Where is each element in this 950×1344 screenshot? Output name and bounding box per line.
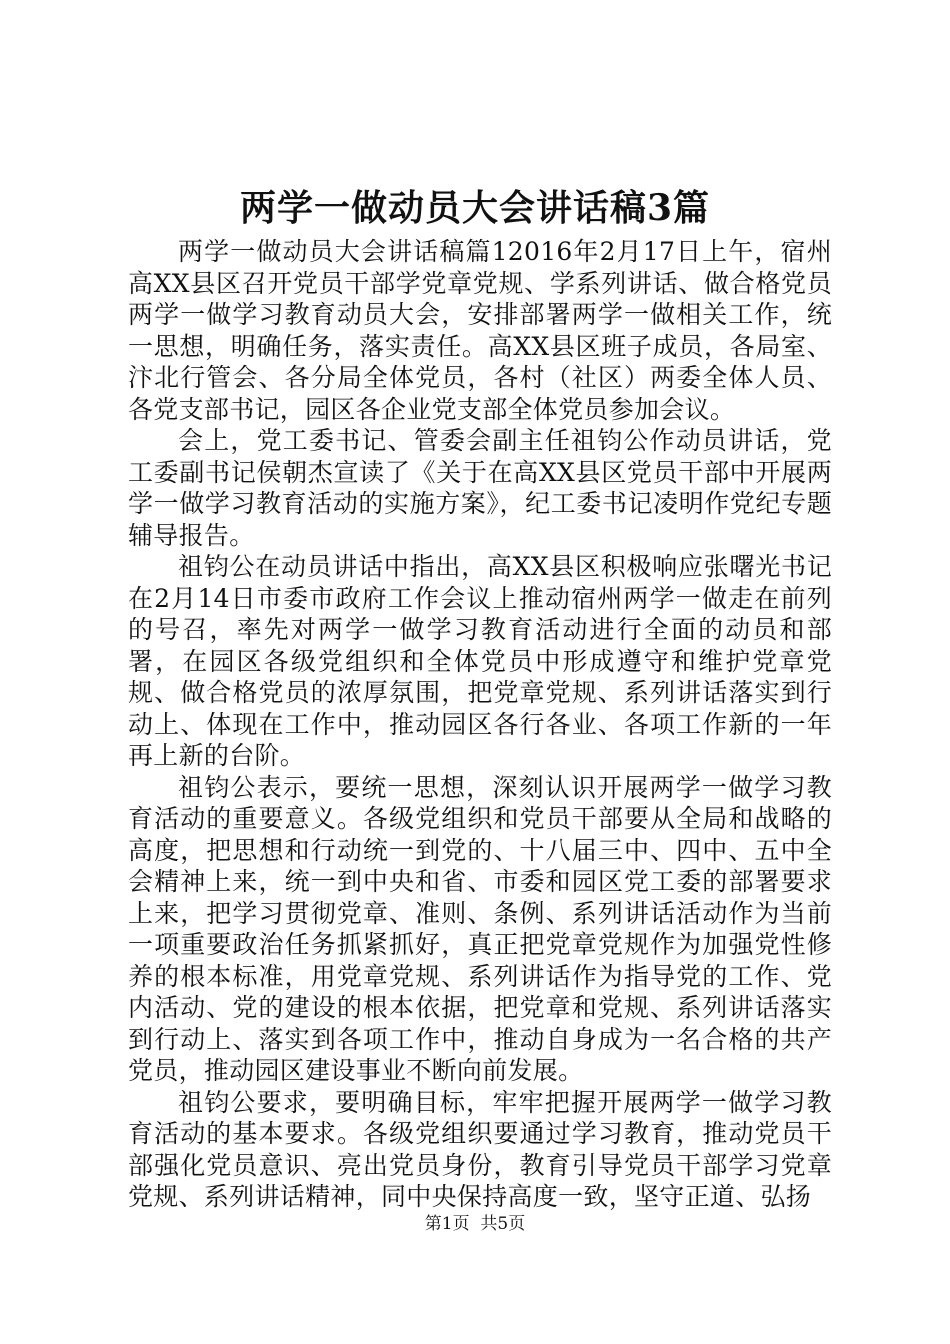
paragraph-2: 会上，党工委书记、管委会副主任祖钧公作动员讲话，党工委副书记侯朝杰宣读了《关于在高XX县区党员干部中开展两学一做学习教育活动的实施方案》，纪工委书记凌明作党纪专题辅导报告。 [128,426,832,550]
paragraph-1: 两学一做动员大会讲话稿篇12016年2月17日上午，宿州高XX县区召开党员干部学党章党规、学系列讲话、做合格党员两学一做学习教育动员大会，安排部署两学一做相关工作，统一思想，明确任务，落实责任。高XX县区班子成员，各局室、汴北行管会、各分局全体党员，各村（社区）两委全体人员、各党支部书记，园区各企业党支部全体党员参加会议。 [128,237,832,424]
paragraph-3: 祖钧公在动员讲话中指出，高XX县区积极响应张曙光书记在2月14日市委市政府工作会议上推动宿州两学一做走在前列的号召，率先对两学一做学习教育活动进行全面的动员和部署，在园区各级党组织和全体党员中形成遵守和维护党章党规、做合格党员的浓厚氛围，把党章党规、系列讲话落实到行动上、体现在工作中，推动园区各行各业、各项工作新的一年再上新的台阶。 [128,552,832,770]
document-title: 两学一做动员大会讲话稿3篇 [239,187,711,229]
page-number-footer: 第1页 共5页 [424,1214,526,1234]
paragraph-5: 祖钧公要求，要明确目标，牢牢把握开展两学一做学习教育活动的基本要求。各级党组织要通过学习教育，推动党员干部强化党员意识、亮出党员身份，教育引导党员干部学习党章党规、系列讲话精神，同中央保持高度一致，坚守正道、弘扬 [128,1087,832,1211]
document-body [128,236,832,1213]
paragraph-4: 祖钧公表示，要统一思想，深刻认识开展两学一做学习教育活动的重要意义。各级党组织和党员干部要从全局和战略的高度，把思想和行动统一到党的、十八届三中、四中、五中全会精神上来，统一到中央和省、市委和园区党工委的部署要求上来，把学习贯彻党章、准则、条例、系列讲话活动作为当前一项重要政治任务抓紧抓好，真正把党章党规作为加强党性修养的根本标准，用党章党规、系列讲话作为指导党的工作、党内活动、党的建设的根本依据，把党章和党规、系列讲话落实到行动上、落实到各项工作中，推动自身成为一名合格的共产党员，推动园区建设事业不断向前发展。 [128,772,832,1085]
